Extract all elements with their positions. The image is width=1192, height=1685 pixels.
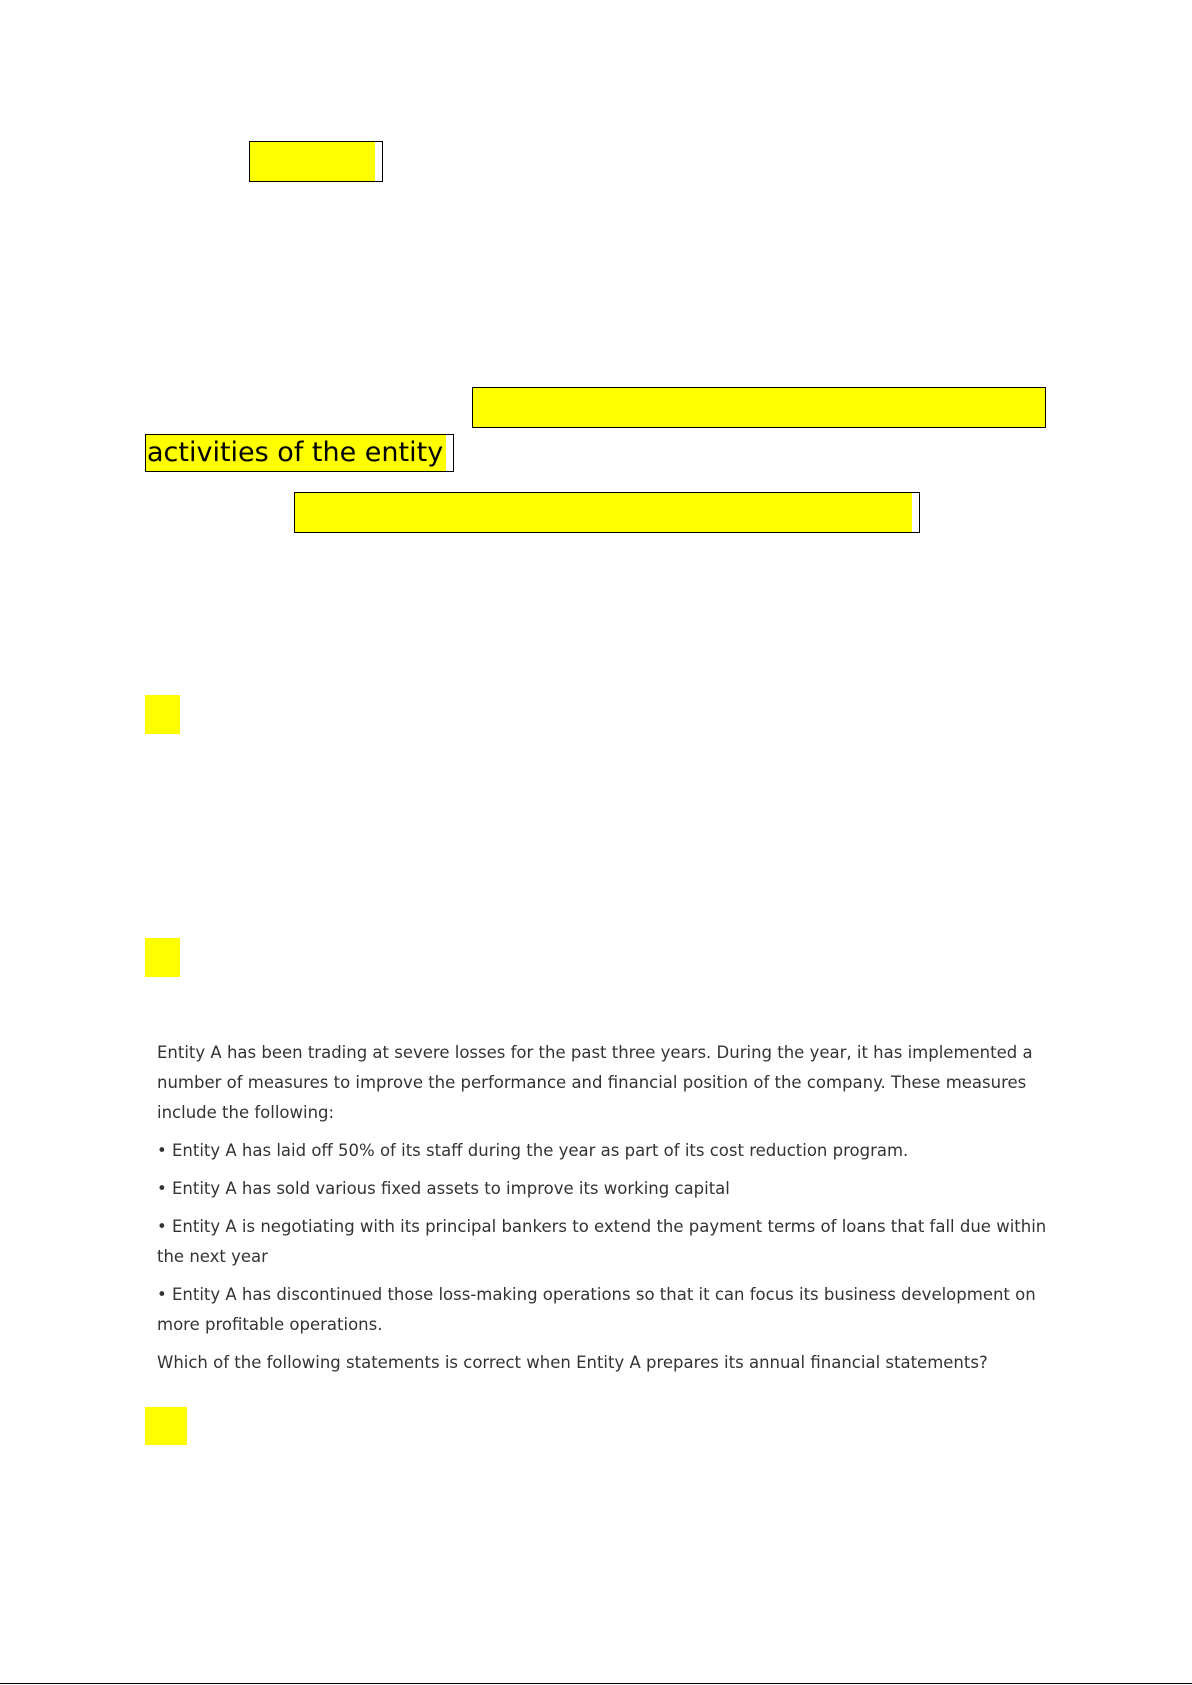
highlight-box-1: [249, 141, 383, 182]
highlight-marker-1: [145, 695, 180, 734]
highlight-box-2: [472, 387, 1046, 428]
highlight-box-3: [294, 492, 920, 533]
question-bullet-2: • Entity A has sold various fixed assets to improve its working capital: [157, 1179, 730, 1198]
question-bullet-1: • Entity A has laid off 50% of its staff during the year as part of its cost reduction program.: [157, 1141, 909, 1160]
question-bullet-4: • Entity A has discontinued those loss-making operations so that it can focus its business development on more profitable operations.: [157, 1285, 1036, 1334]
question-block: [157, 1038, 1057, 1386]
question-intro: Entity A has been trading at severe losses for the past three years. During the year, it has implemented a number of measures to improve the performance and financial position of the company. These measures include the following:: [157, 1043, 1033, 1122]
highlighted-line-text: activities of the entity: [145, 434, 454, 472]
question-bullet-3: • Entity A is negotiating with its principal bankers to extend the payment terms of loans that fall due within the next year: [157, 1217, 1047, 1266]
question-prompt: Which of the following statements is correct when Entity A prepares its annual financial statements?: [157, 1353, 988, 1372]
highlight-marker-3: [145, 1407, 187, 1445]
page-bottom-rule: [0, 1683, 1192, 1684]
highlight-marker-2: [145, 938, 180, 977]
